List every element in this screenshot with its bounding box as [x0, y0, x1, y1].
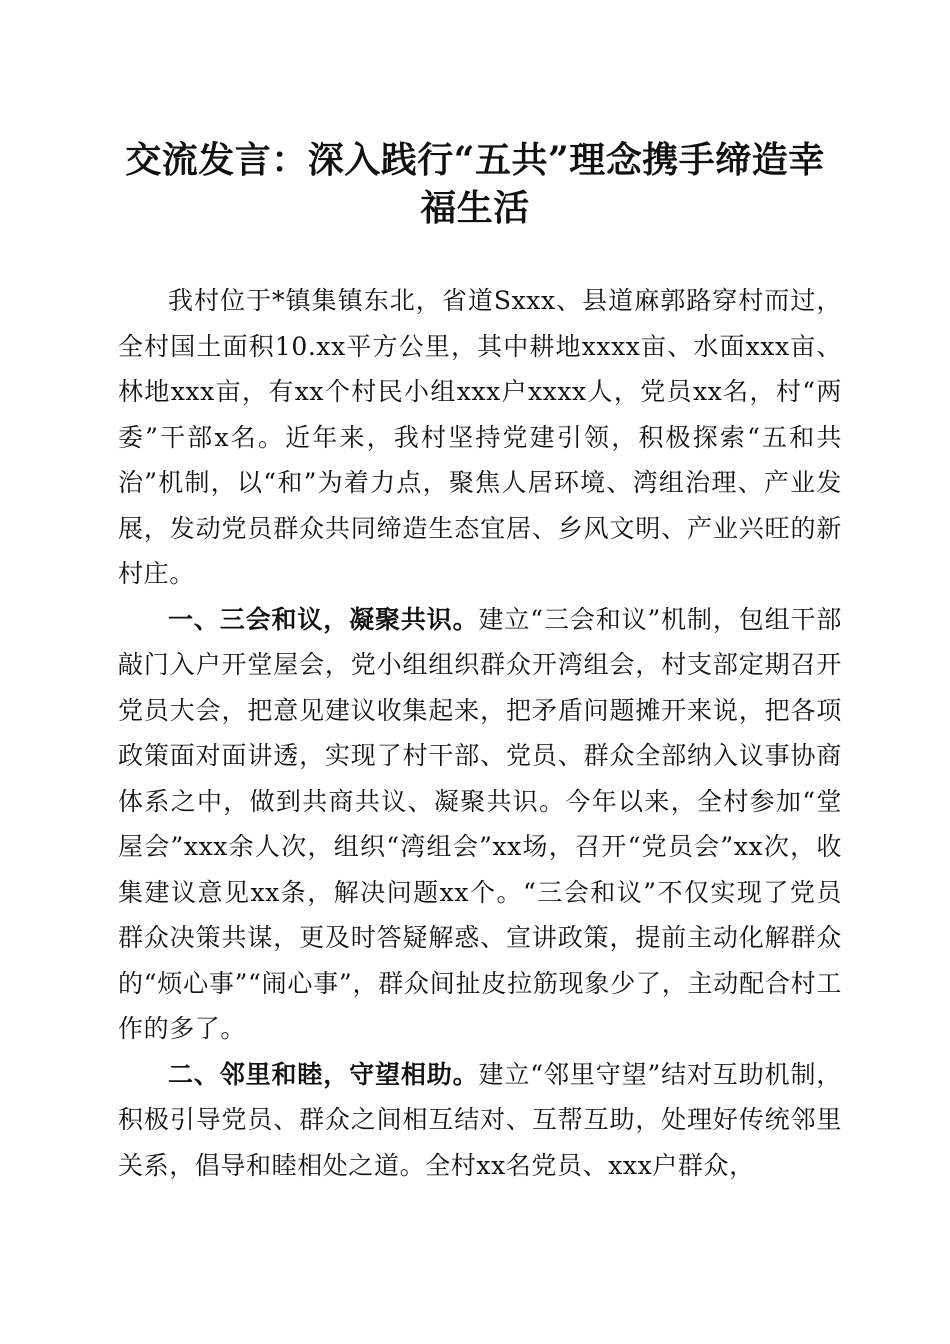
document-body: [118, 278, 842, 1188]
paragraph-text: 建立“邻里守望”结对互助机制，积极引导党员、群众之间相互结对、互帮互助，处理好传统邻里关系，倡导和睦相处之道。全村xx名党员、xxx户群众，: [118, 1059, 842, 1180]
paragraph-section-2: [118, 1052, 842, 1189]
paragraph-text: 我村位于*镇集镇东北，省道Sxxx、县道麻郭路穿村而过，全村国土面积10.xx平方公里，其中耕地xxxx亩、水面xxx亩、林地xxx亩，有xx个村民小组xxx户xxxx人，党员xx名，村“两委”干部x名。近年来，我村坚持党建引领，积极探索“五和共治”机制，以“和”为着力点，聚焦人居环境、湾组治理、产业发展，发动党员群众共同缔造生态宜居、乡风文明、产业兴旺的新村庄。: [118, 286, 842, 588]
document-title: 交流发言：深入践行“五共”理念携手缔造幸福生活: [125, 139, 825, 229]
paragraph-intro: [118, 278, 842, 597]
paragraph-text: 建立“三会和议”机制，包组干部敲门入户开堂屋会，党小组组织群众开湾组会，村支部定期召开党员大会，把意见建议收集起来，把矛盾问题摊开来说，把各项政策面对面讲透，实现了村干部、党员、群众全部纳入议事协商体系之中，做到共商共议、凝聚共识。今年以来，全村参加“堂屋会”xxx余人次，组织“湾组会”xx场，召开“党员会”xx次，收集建议意见xx条，解决问题xx个。“三会和议”不仅实现了党员群众决策共谋，更及时答疑解惑、宣讲政策，提前主动化解群众的“烦心事”“闹心事”，群众间扯皮拉筋现象少了，主动配合村工作的多了。: [118, 604, 842, 1043]
paragraph-section-1: [118, 597, 842, 1052]
section-heading: 二、邻里和睦，守望相助。: [168, 1059, 479, 1089]
section-heading: 一、三会和议，凝聚共识。: [168, 604, 479, 634]
